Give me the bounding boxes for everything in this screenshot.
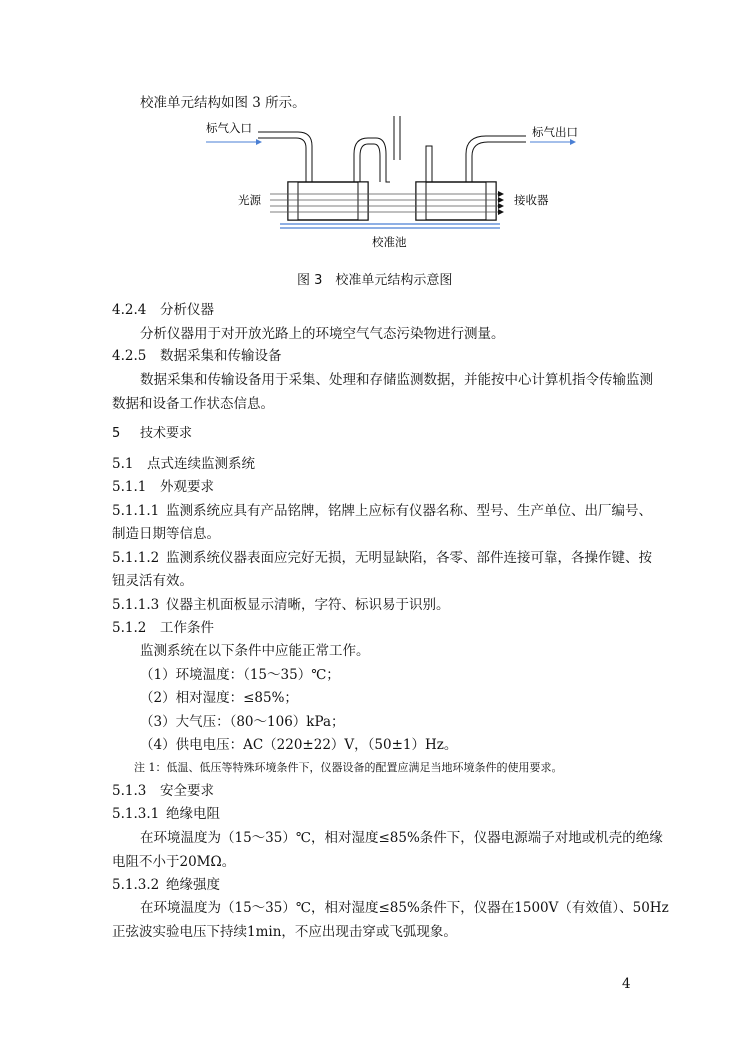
left-cell-box [288,182,368,220]
condition-item: （4）供电电压：AC（220±22）V，（50±1）Hz。 [140,737,458,753]
section-title-5-1-1: 外观要求 [160,479,214,495]
section-body-4-2-4: 分析仪器用于对开放光路上的环境空气气态污染物进行测量。 [140,326,505,342]
section-num-5-1: 5.1 [112,456,134,472]
section-body-5-1-3-1-line2: 电阻不小于20MΩ。 [112,854,236,870]
section-title-4-2-5: 数据采集和传输设备 [160,348,282,364]
section-body-5-1-1-2-line2: 钮灵活有效。 [112,573,193,589]
section-num-5-1-3: 5.1.3 [112,783,147,799]
section-title-5: 技术要求 [140,426,193,441]
section-body-5-1-3-2-line1: 在环境温度为（15～35）℃，相对湿度≤85%条件下，仪器在1500V（有效值）、50Hz [140,900,669,916]
section-body-4-2-5-line2: 数据和设备工作状态信息。 [112,396,274,412]
section-num-5-1-1-3: 5.1.1.3 [112,597,160,613]
inlet-arrowhead [256,139,262,145]
section-num-5-1-3-1: 5.1.3.1 [112,806,160,822]
section-body-4-2-5-line1: 数据采集和传输设备用于采集、处理和存储监测数据，并能按中心计算机指令传输监测 [140,372,653,388]
section-body-5-1-1-1-line1: 监测系统应具有产品铭牌，铭牌上应标有仪器名称、型号、生产单位、出厂编号、 [166,503,652,519]
label-outlet: 标气出口 [532,125,578,139]
page-number: 4 [622,976,631,992]
condition-item: （1）环境温度：（15～35）℃； [140,667,340,683]
section-body-5-1-1-2-line1: 监测系统仪器表面应完好无损，无明显缺陷，各零、部件连接可靠，各操作键、按 [166,550,652,566]
section-body-5-1-3-1-line1: 在环境温度为（15～35）℃，相对湿度≤85%条件下，仪器电源端子对地或机壳的绝缘 [140,830,663,846]
section-title-4-2-4: 分析仪器 [160,302,214,318]
section-body-5-1-1-3-line1: 仪器主机面板显示清晰，字符、标识易于识别。 [166,597,450,613]
section-title-5-1: 点式连续监测系统 [147,456,255,472]
figure-caption: 图 3 校准单元结构示意图 [297,273,453,288]
calibration-unit-diagram [200,110,580,260]
outlet-arrowhead [570,139,576,145]
left-riser-pipe [354,138,390,182]
condition-item: （3）大气压：（80～106）kPa； [140,714,345,730]
section-body-5-1-2: 监测系统在以下条件中应能正常工作。 [140,643,370,659]
section-title-5-1-3: 安全要求 [160,783,214,799]
section-num-4-2-5: 4.2.5 [112,348,147,364]
section-num-5-1-1-1: 5.1.1.1 [112,503,160,519]
label-inlet: 标气入口 [206,121,252,135]
right-riser-pipe [426,146,432,182]
section-num-5-1-3-2: 5.1.3.2 [112,877,160,893]
section-num-5: 5 [112,426,121,441]
section-num-5-1-1: 5.1.1 [112,479,147,495]
inlet-pipe [258,132,312,188]
section-title-5-1-2: 工作条件 [160,620,214,636]
label-calibration-cell: 校准池 [372,235,407,249]
beam-arrowheads [498,191,504,215]
label-receiver: 接收器 [514,193,549,207]
intro-text: 校准单元结构如图 3 所示。 [140,95,306,111]
section-num-4-2-4: 4.2.4 [112,302,147,318]
note-1: 注 1：低温、低压等特殊环境条件下，仪器设备的配置应满足当地环境条件的使用要求。 [134,761,563,774]
section-num-5-1-2: 5.1.2 [112,620,147,636]
outlet-pipe [466,136,526,182]
section-body-5-1-1-1-line2: 制造日期等信息。 [112,526,220,542]
section-title-5-1-3-1: 绝缘电阻 [166,806,220,822]
right-cell-box [416,182,496,220]
section-title-5-1-3-2: 绝缘强度 [166,877,220,893]
condition-item: （2）相对湿度：≤85%； [140,690,298,706]
section-body-5-1-3-2-line2: 正弦波实验电压下持续1min，不应出现击穿或飞弧现象。 [112,924,457,940]
section-num-5-1-1-2: 5.1.1.2 [112,550,160,566]
label-light-source: 光源 [238,193,261,207]
